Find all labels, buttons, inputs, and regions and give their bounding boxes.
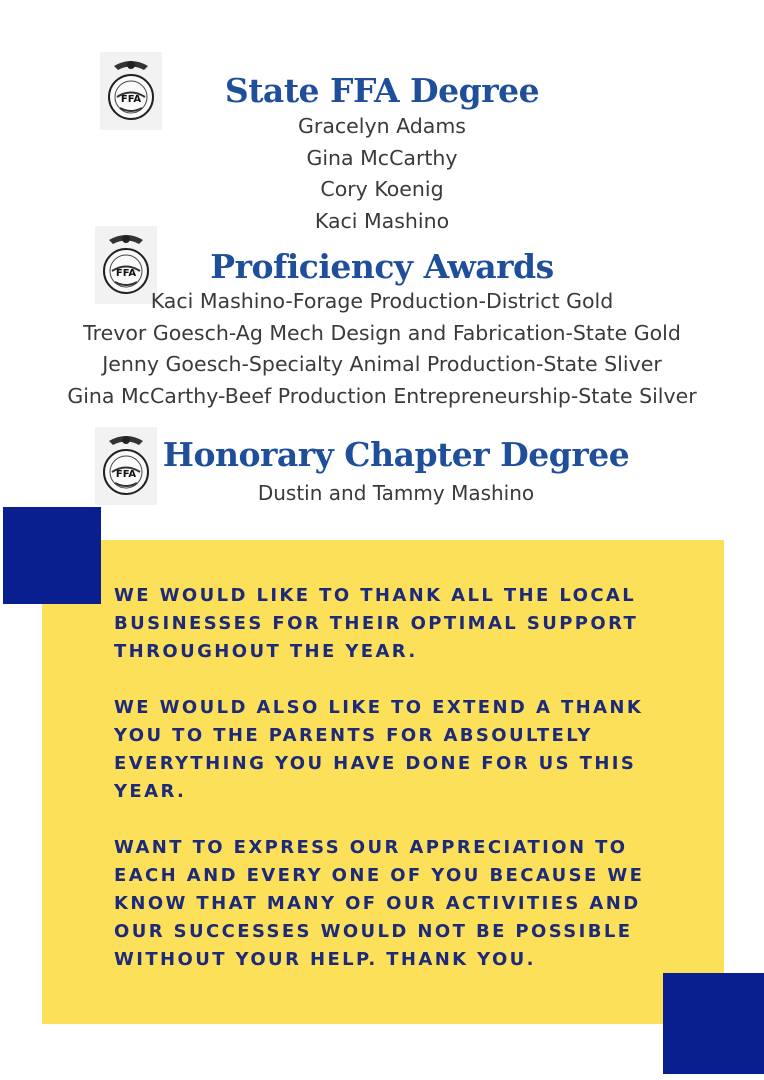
state-degree-list — [0, 111, 764, 238]
thank-you-paragraph: WANT TO EXPRESS OUR APPRECIATION TO EACH AND EVERY ONE OF YOU BECAUSE WE KNOW THAT MANY OF OUR ACTIVITIES AND OUR SUCCESSES WOULD NOT BE POSSIBLE WITHOUT YOUR HELP. THANK YOU. — [114, 837, 645, 970]
thank-you-paragraph: WE WOULD LIKE TO THANK ALL THE LOCAL BUSINESSES FOR THEIR OPTIMAL SUPPORT THROUGHOUT THE YEAR. — [114, 585, 639, 662]
list-item: Jenny Goesch-Specialty Animal Production-State Sliver — [102, 352, 662, 377]
honorary-list — [14, 478, 764, 508]
list-item: Gina McCarthy-Beef Production Entrepreneurship-State Silver — [67, 384, 697, 409]
list-item: Gina McCarthy — [306, 145, 458, 170]
thank-you-message — [114, 582, 674, 1002]
svg-text:FFA: FFA — [120, 94, 142, 105]
list-item: Kaci Mashino-Forage Production-District Gold — [150, 289, 614, 313]
proficiency-title: Proficiency Awards — [210, 247, 554, 286]
thank-you-paragraph: WE WOULD ALSO LIKE TO EXTEND A THANK YOU TO THE PARENTS FOR ABSOULTELY EVERYTHING YOU HAVE DONE FOR US THIS YEAR. — [114, 697, 644, 802]
svg-text:FFA: FFA — [115, 469, 137, 480]
honorary-title: Honorary Chapter Degree — [162, 435, 630, 474]
decorative-square-top — [3, 507, 101, 604]
svg-text:FFA: FFA — [115, 268, 137, 279]
proficiency-list — [0, 286, 764, 413]
list-item: Gracelyn Adams — [298, 114, 466, 138]
list-item: Cory Koenig — [320, 177, 444, 202]
state-degree-title: State FFA Degree — [224, 71, 540, 110]
decorative-square-bottom — [663, 973, 764, 1074]
list-item: Dustin and Tammy Mashino — [257, 481, 535, 505]
list-item: Trevor Goesch-Ag Mech Design and Fabrication-State Gold — [83, 320, 681, 345]
list-item: Kaci Mashino — [314, 209, 450, 234]
